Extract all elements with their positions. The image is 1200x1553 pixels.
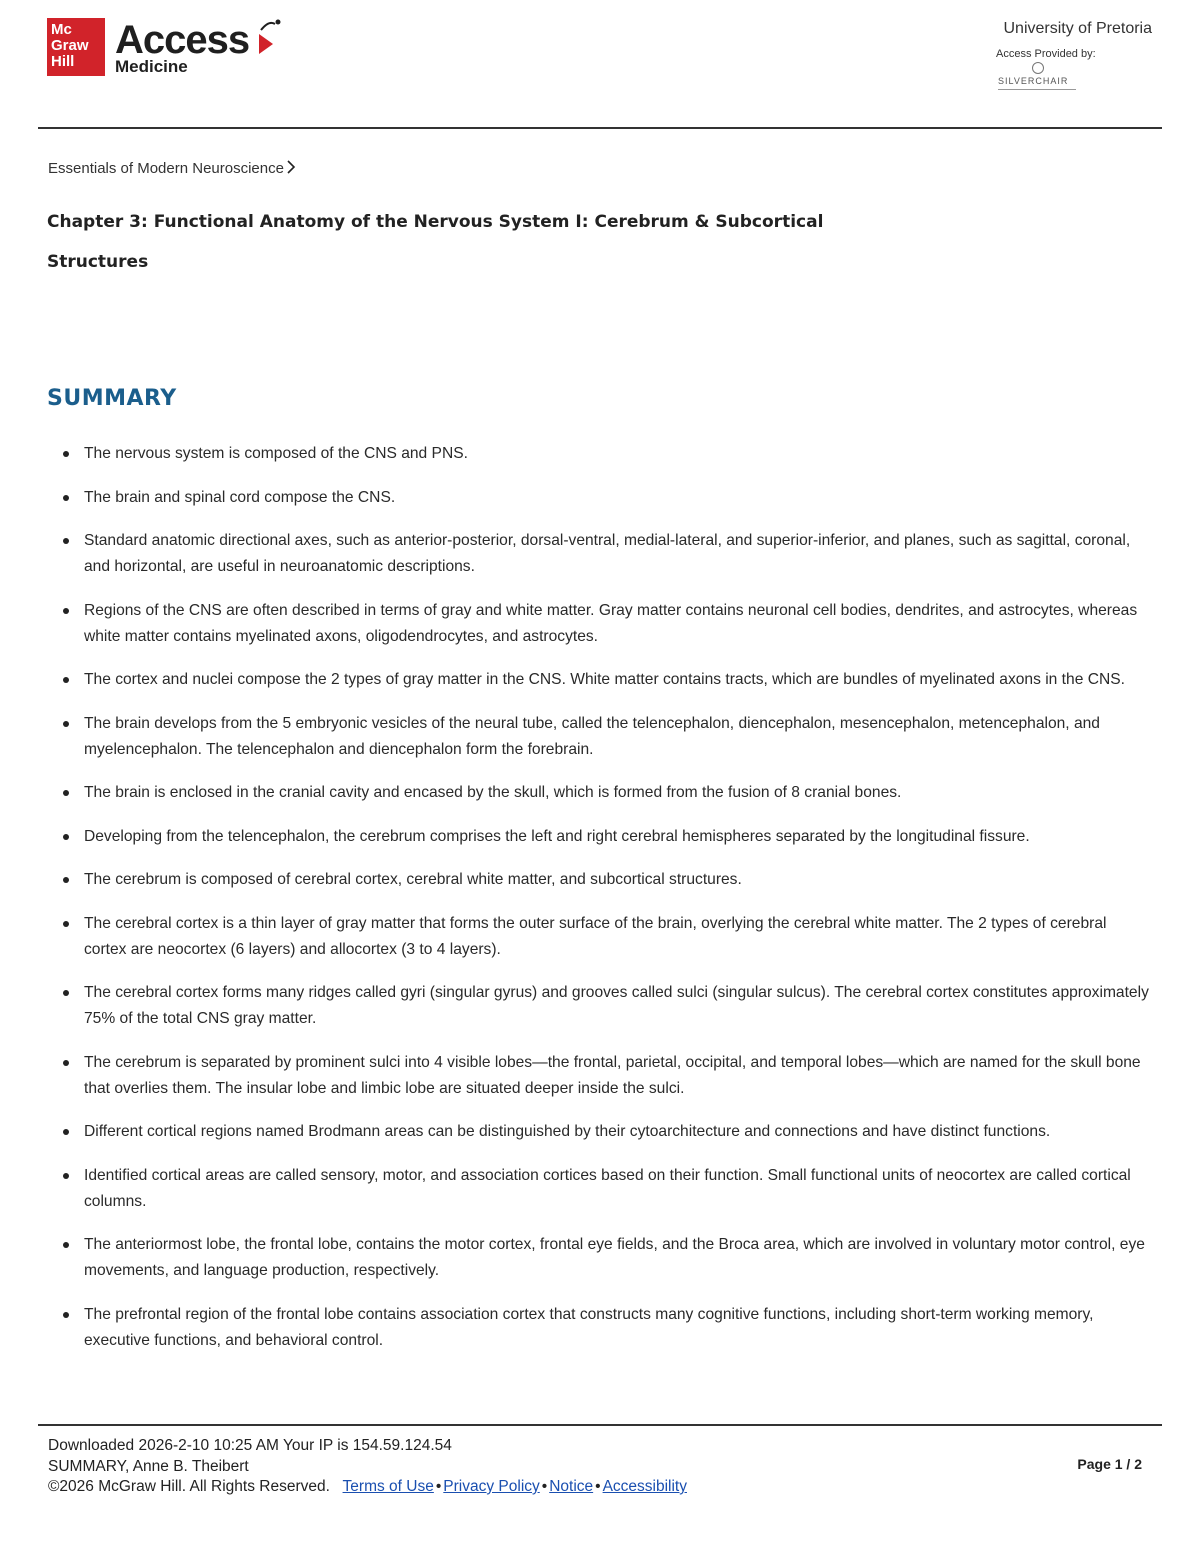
list-item-text: Standard anatomic directional axes, such as anterior-posterior, dorsal-ventral, medial-lateral, and superior-inferior, and planes, such as sagittal, coronal, and horizontal, are useful in neuroanatomic descriptions. (84, 532, 1131, 575)
list-item (62, 1302, 1152, 1354)
silverchair-logo (998, 62, 1078, 96)
list-item (62, 485, 1152, 511)
bullet-icon (63, 1129, 69, 1135)
bullet-icon (63, 721, 69, 727)
breadcrumb-book-link[interactable]: Essentials of Modern Neuroscience (48, 160, 284, 177)
list-item-text: The cerebrum is composed of cerebral cortex, cerebral white matter, and subcortical structures. (84, 871, 742, 888)
bullet-icon (63, 677, 69, 683)
bullet-icon (63, 990, 69, 996)
list-item-text: The cerebral cortex is a thin layer of gray matter that forms the outer surface of the brain, overlying the cerebral white matter. The 2 types of cerebral cortex are neocortex (6 layers) and allocortex (3 to 4 layers). (84, 914, 1107, 958)
list-item (62, 1163, 1152, 1215)
list-item-text: The nervous system is composed of the CNS and PNS. (84, 445, 468, 462)
list-item (62, 1050, 1152, 1102)
terms-of-use-link[interactable]: Terms of Use (342, 1478, 434, 1495)
logo-line-graw: Graw (51, 37, 89, 54)
list-item-text: The brain is enclosed in the cranial cavity and encased by the skull, which is formed from the fusion of 8 cranial bones. (84, 784, 902, 801)
mcgraw-hill-logo (47, 18, 105, 76)
header-divider (38, 127, 1162, 129)
list-item-text: The cortex and nuclei compose the 2 types of gray matter in the CNS. White matter contains tracts, which are bundles of myelinated axons in the CNS. (84, 671, 1125, 688)
privacy-policy-link[interactable]: Privacy Policy (443, 1478, 540, 1495)
list-item-text: Identified cortical areas are called sensory, motor, and association cortices based on their function. Small functional units of neocortex are called cortical columns. (84, 1166, 1131, 1210)
list-item-text: The brain and spinal cord compose the CNS. (84, 488, 396, 506)
chevron-right-icon (286, 159, 296, 178)
list-item (62, 867, 1152, 893)
bullet-icon (63, 495, 69, 501)
list-item (62, 911, 1152, 963)
logo-access-word: Access (115, 18, 250, 62)
list-item (62, 441, 1152, 467)
list-item-text: The anteriormost lobe, the frontal lobe, contains the motor cortex, frontal eye fields, and the Broca area, which are involved in voluntary motor control, eye movements, and language production, respectively. (84, 1236, 1145, 1279)
list-item-text: The cerebral cortex forms many ridges called gyri (singular gyrus) and grooves called sulci (singular sulcus). The cerebral cortex constitutes approximately 75% of the total CNS gray matter. (84, 984, 1149, 1027)
list-item (62, 980, 1152, 1032)
list-item (62, 780, 1152, 806)
list-item-text: The cerebrum is separated by prominent sulci into 4 visible lobes—the frontal, parietal, occipital, and temporal lobes—which are named for the skull bone that overlies them. The insular lobe and limbic lobe are situated deeper inside the sulci. (84, 1053, 1141, 1097)
link-separator: • (541, 1478, 548, 1495)
bullet-icon (63, 834, 69, 840)
bullet-icon (63, 1060, 69, 1066)
list-item-text: Different cortical regions named Brodmann areas can be distinguished by their cytoarchitecture and connections and have distinct functions. (84, 1123, 1051, 1140)
bullet-icon (63, 451, 69, 457)
bullet-icon (63, 608, 69, 614)
accessibility-link[interactable]: Accessibility (602, 1478, 687, 1495)
bullet-icon (63, 790, 69, 796)
list-item (62, 824, 1152, 850)
page-number: Page 1 / 2 (1077, 1456, 1142, 1472)
footer-links-row (48, 1477, 687, 1498)
summary-list (62, 441, 1152, 1371)
provider-rule (998, 89, 1076, 90)
logo-medicine-word: Medicine (115, 57, 188, 76)
breadcrumb[interactable] (48, 159, 296, 178)
access-provided-label: Access Provided by: (996, 48, 1096, 60)
list-item (62, 711, 1152, 763)
list-item-text: Regions of the CNS are often described in terms of gray and white matter. Gray matter contains neuronal cell bodies, dendrites, and astrocytes, whereas white matter contains myelinated axons, oligodendrocytes, and astrocytes. (84, 601, 1138, 645)
mcgraw-hill-wordmark (51, 22, 89, 70)
page-header (0, 0, 1200, 128)
bullet-icon (63, 877, 69, 883)
list-item-text: Developing from the telencephalon, the cerebrum comprises the left and right cerebral hemispheres separated by the longitudinal fissure. (84, 827, 1030, 845)
list-item (62, 667, 1152, 693)
link-separator: • (595, 1478, 601, 1495)
access-arrow-icon (255, 18, 281, 58)
copyright-text: ©2026 McGraw Hill. All Rights Reserved. (48, 1478, 330, 1495)
bullet-icon (63, 1312, 69, 1318)
summary-heading: SUMMARY (47, 386, 177, 411)
bullet-icon (63, 538, 69, 544)
chapter-title (47, 202, 847, 282)
list-item (62, 598, 1152, 650)
list-item (62, 1232, 1152, 1284)
gem-icon (1032, 62, 1044, 74)
bullet-icon (63, 1242, 69, 1248)
logo-line-hill: Hill (51, 53, 75, 70)
page-footer (48, 1436, 687, 1498)
chapter-title-line-1: Chapter 3: Functional Anatomy of the Nervous System I: Cerebrum & Subcortical (47, 212, 824, 232)
list-item-text: The prefrontal region of the frontal lobe contains association cortex that constructs many cognitive functions, including short-term working memory, executive functions, and behavioral control. (84, 1305, 1094, 1349)
bullet-icon (63, 921, 69, 927)
section-author: SUMMARY, Anne B. Theibert (48, 1457, 249, 1475)
list-item-text: The brain develops from the 5 embryonic vesicles of the neural tube, called the telencephalon, diencephalon, mesencephalon, metencephalon, and myelencephalon. The telencephalon and diencephalon form the forebrain. (84, 714, 1100, 758)
notice-link[interactable]: Notice (549, 1478, 594, 1495)
provider-name: SILVERCHAIR (998, 76, 1069, 86)
bullet-icon (63, 1173, 69, 1179)
list-item (62, 1119, 1152, 1145)
link-separator: • (435, 1478, 442, 1495)
footer-divider (38, 1424, 1162, 1426)
institution-name: University of Pretoria (1003, 20, 1152, 37)
download-info: Downloaded 2026-2-10 10:25 AM Your IP is 154.59.124.54 (48, 1437, 452, 1454)
institution-block (992, 20, 1152, 96)
list-item (62, 528, 1152, 580)
logo-line-mc: Mc (51, 21, 72, 38)
chapter-title-line-2: Structures (47, 252, 149, 272)
